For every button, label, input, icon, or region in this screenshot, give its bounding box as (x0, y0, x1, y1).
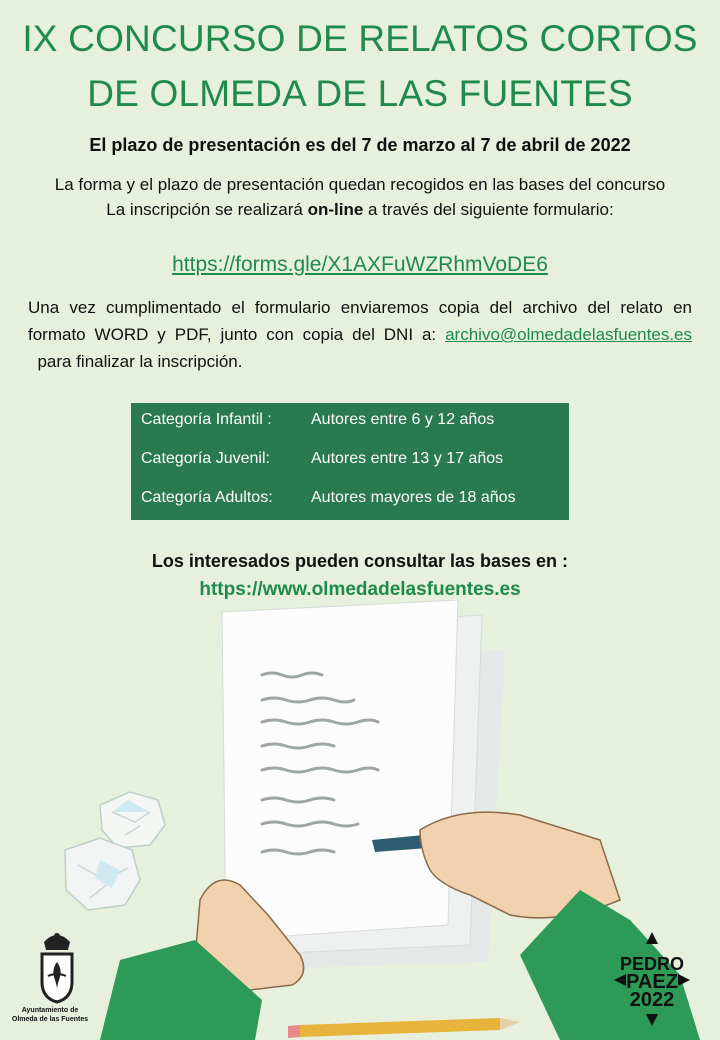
pedro-logo-line-3: 2022 (629, 989, 675, 1011)
info-line-2-post: a través del siguiente formulario: (363, 200, 614, 219)
category-description: Autores mayores de 18 años (311, 489, 516, 506)
info-line-2-bold: on-line (307, 200, 364, 219)
pedro-paez-logo (612, 930, 692, 1028)
ayuntamiento-line-2: Olmeda de las Fuentes (11, 1016, 89, 1023)
crumpled-paper-icon (100, 792, 165, 848)
ayuntamiento-line-1: Ayuntamiento de (21, 1007, 79, 1014)
category-description: Autores entre 13 y 17 años (311, 450, 504, 467)
bases-text: Los interesados pueden consultar las bases en : (151, 551, 569, 571)
category-description: Autores entre 6 y 12 años (311, 411, 495, 428)
pencil-icon (288, 1018, 520, 1038)
bases-url-link[interactable]: https://www.olmedadelasfuentes.es (199, 579, 521, 600)
category-name: Categoría Adultos: (141, 489, 273, 506)
category-name: Categoría Infantil : (141, 411, 272, 428)
ayuntamiento-logo-text (0, 1006, 100, 1024)
pedro-logo-line-2: PAEZ (626, 971, 678, 993)
poster-title-line-1: IX CONCURSO DE RELATOS CORTOS (22, 18, 698, 59)
info-line-1: La forma y el plazo de presentación quedan recogidos en las bases del concurso (54, 175, 666, 194)
poster-title-line-2: DE OLMEDA DE LAS FUENTES (87, 73, 633, 114)
instructions-after: para finalizar la inscripción. (28, 352, 243, 371)
deadline-text: El plazo de presentación es del 7 de marzo al 7 de abril de 2022 (89, 135, 631, 155)
category-name: Categoría Juvenil: (141, 450, 270, 467)
instructions-text: Una vez cumplimentado el formulario enviaremos copia del archivo del relato en formato WORD y PDF, junto con copia del DNI a: (28, 298, 692, 344)
email-link[interactable]: archivo@olmedadelasfuentes.es (445, 325, 692, 344)
instructions-paragraph (28, 294, 692, 375)
category-row (141, 489, 559, 509)
categories-box (131, 403, 569, 520)
info-line-2-pre: La inscripción se realizará (106, 200, 308, 219)
crumpled-paper-icon (65, 838, 140, 910)
category-row (141, 411, 559, 431)
pedro-logo-line-1: PEDRO (619, 954, 685, 974)
category-row (141, 450, 559, 470)
forms-link[interactable]: https://forms.gle/X1AXFuWZRhmVoDE6 (172, 253, 548, 276)
info-line-2 (0, 200, 720, 220)
coat-of-arms-icon (34, 932, 80, 1004)
